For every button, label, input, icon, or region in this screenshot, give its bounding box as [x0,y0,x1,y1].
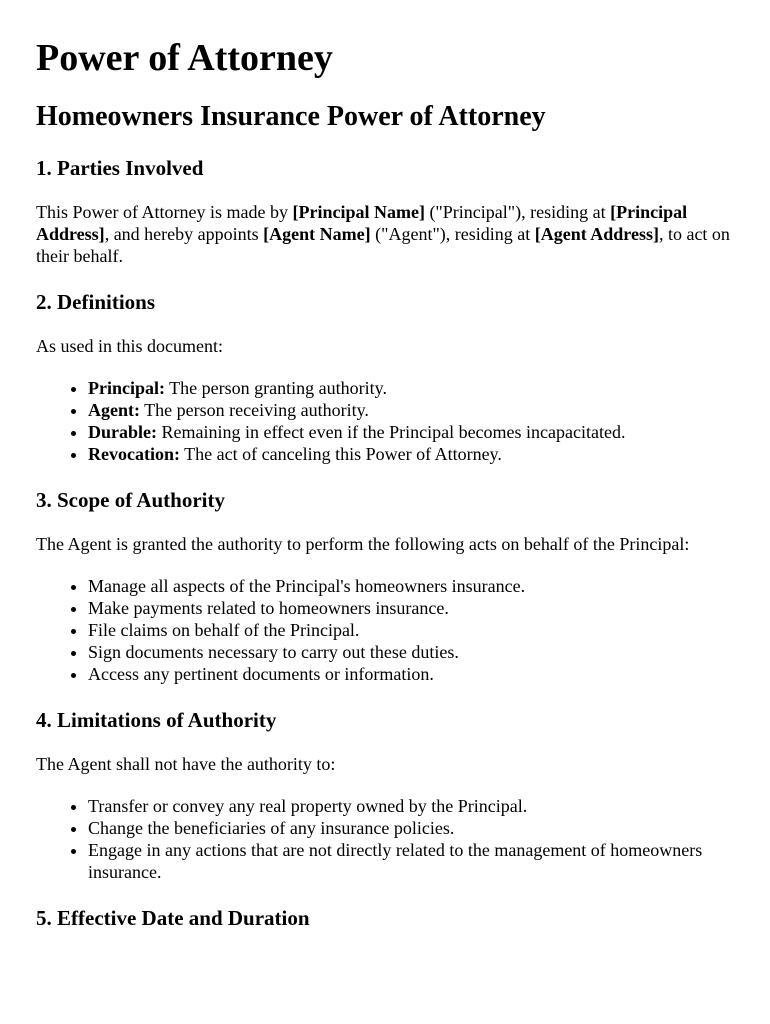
list-item [88,399,734,421]
definition-text: The act of canceling this Power of Attorney. [179,444,502,464]
list-item: • Manage all aspects of the Principal's homeowners insurance. [88,575,734,597]
parties-paragraph [36,201,734,267]
definition-term: Agent: [88,400,140,420]
limitations-list [36,795,734,883]
principal-name-placeholder: [Principal Name] [292,202,425,222]
list-item: • Make payments related to homeowners insurance. [88,597,734,619]
parties-text: ("Principal"), residing at [424,202,611,222]
parties-text: , and hereby appoints [104,224,264,244]
definitions-intro: As used in this document: [36,336,223,356]
list-item [88,443,734,465]
parties-text: , to act on their behalf. [36,224,730,266]
section-heading-effective-date: 5. Effective Date and Duration [36,906,310,930]
list-item: • File claims on behalf of the Principal. [88,619,734,641]
document-subtitle: Homeowners Insurance Power of Attorney [36,101,546,132]
parties-text: This Power of Attorney is made by [36,202,293,222]
definition-term: Revocation: [88,444,180,464]
list-item: • Transfer or convey any real property owned by the Principal. [88,795,734,817]
agent-name-placeholder: [Agent Name] [263,224,371,244]
list-item [88,421,734,443]
list-item: • Engage in any actions that are not directly related to the management of homeowners insurance. [88,839,734,883]
section-heading-limitations: 4. Limitations of Authority [36,708,277,732]
list-item: • Access any pertinent documents or information. [88,663,734,685]
parties-text: ("Agent"), residing at [370,224,535,244]
definition-text: Remaining in effect even if the Principal becomes incapacitated. [157,422,626,442]
definition-term: Principal: [88,378,165,398]
principal-address-placeholder: [Principal Address] [36,202,688,244]
scope-list [36,575,734,685]
definition-term: Durable: [88,422,157,442]
section-heading-scope: 3. Scope of Authority [36,488,225,512]
definition-text: The person receiving authority. [140,400,369,420]
list-item: • Sign documents necessary to carry out these duties. [88,641,734,663]
section-heading-definitions: 2. Definitions [36,290,156,314]
definitions-list [36,377,734,465]
list-item: • Change the beneficiaries of any insurance policies. [88,817,734,839]
section-heading-parties: 1. Parties Involved [36,156,204,180]
scope-intro: The Agent is granted the authority to perform the following acts on behalf of the Principal: [36,534,690,554]
list-item [88,377,734,399]
limitations-intro: The Agent shall not have the authority to: [36,754,336,774]
agent-address-placeholder: [Agent Address] [534,224,659,244]
document-title: Power of Attorney [36,37,333,79]
definition-text: The person granting authority. [165,378,387,398]
